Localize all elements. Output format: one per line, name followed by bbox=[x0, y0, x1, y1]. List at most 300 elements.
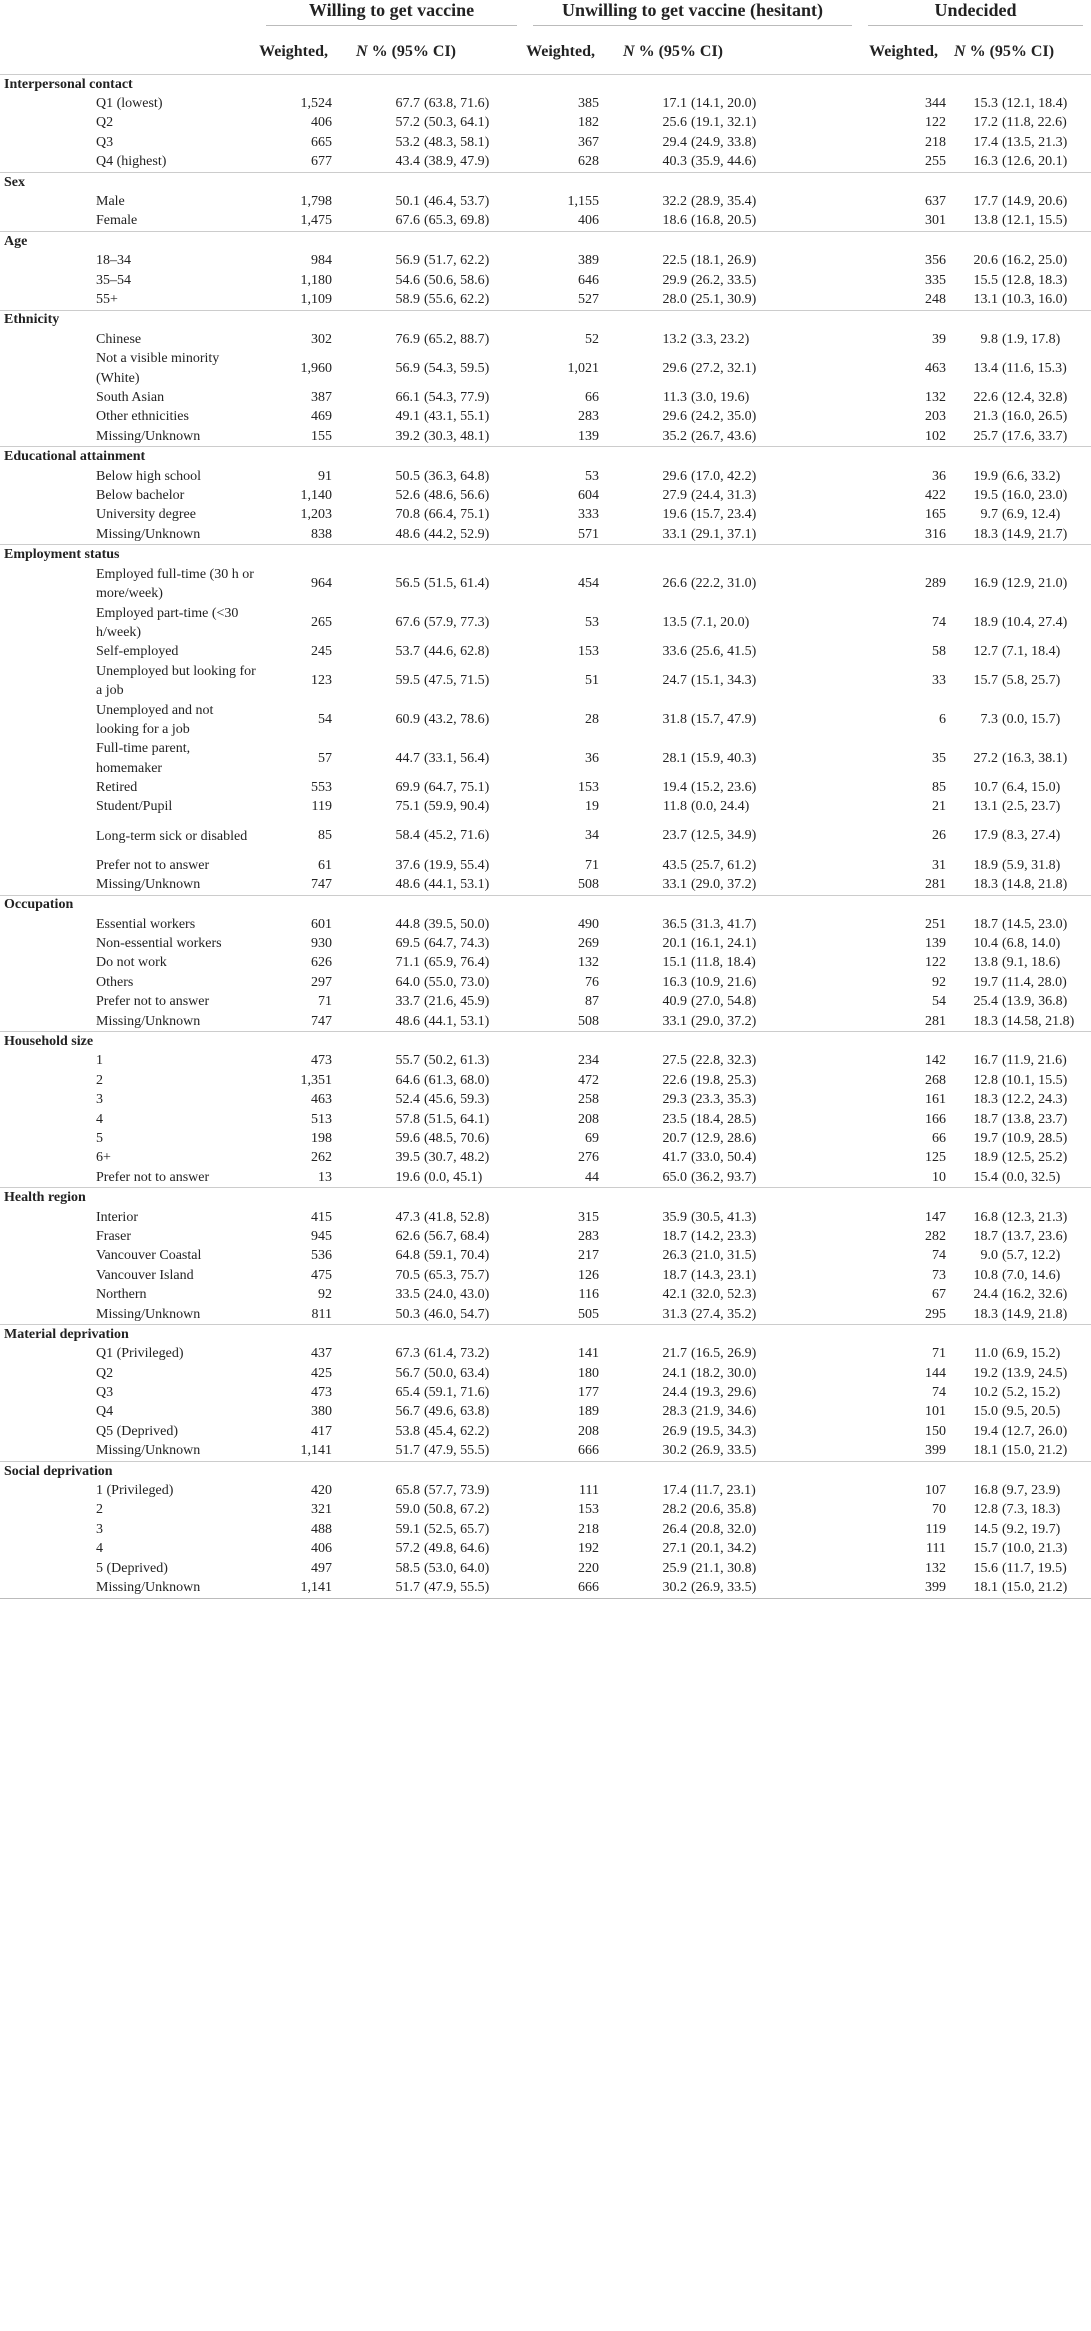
percent-ci-2 bbox=[605, 642, 860, 661]
percent-ci-3 bbox=[948, 1285, 1091, 1304]
table-row bbox=[0, 934, 1091, 953]
weighted-count-3: 255 bbox=[925, 154, 947, 170]
table-row bbox=[0, 604, 1091, 643]
weighted-count-1: 380 bbox=[311, 1404, 332, 1420]
percent-ci-1 bbox=[338, 739, 525, 778]
weighted-count-2: 132 bbox=[578, 955, 599, 971]
weighted-count-2: 234 bbox=[578, 1053, 599, 1069]
row-label: Q1 (lowest) bbox=[96, 96, 163, 112]
confidence-interval-3: (13.9, 24.5) bbox=[1002, 1365, 1068, 1381]
section-header-row bbox=[0, 310, 1091, 330]
confidence-interval-3: (16.0, 26.5) bbox=[1002, 409, 1068, 425]
confidence-interval-1: (47.9, 55.5) bbox=[424, 1579, 490, 1595]
table-row bbox=[0, 662, 1091, 701]
percent-ci-2 bbox=[605, 1208, 860, 1227]
percent-value-1: 48.6 bbox=[395, 876, 420, 892]
weighted-count-1: 964 bbox=[311, 576, 332, 592]
percent-ci-1 bbox=[338, 1110, 525, 1129]
row-label: Q4 (highest) bbox=[96, 154, 167, 170]
row-label: 3 bbox=[96, 1092, 103, 1108]
weighted-count-2: 508 bbox=[578, 876, 599, 892]
confidence-interval-3: (12.7, 26.0) bbox=[1002, 1423, 1068, 1439]
percent-ci-2 bbox=[605, 114, 860, 133]
weighted-count-3: 281 bbox=[925, 876, 947, 892]
row-label: 4 bbox=[96, 1111, 103, 1127]
percent-ci-3 bbox=[948, 954, 1091, 973]
percent-value-3: 12.8 bbox=[973, 1502, 999, 1518]
weighted-count-3: 248 bbox=[925, 291, 947, 307]
percent-value-3: 18.3 bbox=[973, 526, 999, 542]
confidence-interval-2: (24.2, 35.0) bbox=[691, 409, 757, 425]
percent-ci-1 bbox=[338, 565, 525, 604]
confidence-interval-1: (53.0, 64.0) bbox=[424, 1560, 490, 1576]
weighted-count-1: 626 bbox=[311, 955, 332, 971]
header-n-2: N bbox=[623, 43, 635, 60]
percent-ci-1 bbox=[338, 467, 525, 486]
percent-value-2: 26.4 bbox=[662, 1521, 687, 1537]
confidence-interval-2: (17.0, 42.2) bbox=[691, 468, 757, 484]
confidence-interval-1: (59.1, 71.6) bbox=[424, 1385, 490, 1401]
percent-value-1: 53.2 bbox=[395, 134, 420, 150]
weighted-count-3: 67 bbox=[932, 1287, 947, 1303]
percent-value-3: 13.1 bbox=[973, 799, 999, 815]
row-label: Prefer not to answer bbox=[96, 1169, 210, 1185]
percent-ci-1 bbox=[338, 1227, 525, 1246]
confidence-interval-3: (5.9, 31.8) bbox=[1002, 857, 1061, 873]
percent-ci-3 bbox=[948, 1149, 1091, 1168]
percent-value-2: 29.3 bbox=[662, 1092, 687, 1108]
percent-ci-2 bbox=[605, 1129, 860, 1148]
percent-value-1: 66.1 bbox=[395, 389, 420, 405]
confidence-interval-1: (65.9, 76.4) bbox=[424, 955, 490, 971]
row-label: Unemployed but looking for a job bbox=[96, 663, 256, 699]
row-label: 5 (Deprived) bbox=[96, 1560, 168, 1576]
weighted-count-2: 111 bbox=[579, 1483, 599, 1499]
percent-ci-2 bbox=[605, 739, 860, 778]
table-row bbox=[0, 408, 1091, 427]
section-title: Material deprivation bbox=[0, 1325, 1091, 1345]
percent-ci-2 bbox=[605, 1422, 860, 1441]
section-header-row bbox=[0, 75, 1091, 95]
percent-value-1: 58.4 bbox=[395, 828, 420, 844]
percent-value-3: 17.2 bbox=[973, 115, 999, 131]
row-label: Employed part-time (<30 h/week) bbox=[96, 605, 239, 641]
confidence-interval-1: (48.3, 58.1) bbox=[424, 134, 490, 150]
confidence-interval-3: (10.9, 28.5) bbox=[1002, 1130, 1068, 1146]
confidence-interval-2: (15.9, 40.3) bbox=[691, 750, 757, 766]
percent-ci-2 bbox=[605, 212, 860, 232]
weighted-count-1: 155 bbox=[311, 428, 332, 444]
weighted-count-2: 139 bbox=[578, 428, 599, 444]
percent-ci-3 bbox=[948, 349, 1091, 388]
percent-ci-2 bbox=[605, 1364, 860, 1383]
percent-value-3: 16.3 bbox=[973, 154, 999, 170]
percent-value-1: 53.8 bbox=[395, 1423, 420, 1439]
percent-ci-2 bbox=[605, 1442, 860, 1462]
confidence-interval-2: (14.2, 23.3) bbox=[691, 1228, 757, 1244]
weighted-count-1: 417 bbox=[311, 1423, 332, 1439]
percent-value-2: 27.9 bbox=[662, 487, 687, 503]
percent-ci-1 bbox=[338, 1578, 525, 1598]
percent-value-3: 10.8 bbox=[973, 1267, 999, 1283]
percent-ci-1 bbox=[338, 153, 525, 173]
weighted-count-3: 21 bbox=[932, 799, 947, 815]
percent-value-1: 75.1 bbox=[395, 799, 420, 815]
confidence-interval-3: (12.1, 15.5) bbox=[1002, 213, 1068, 229]
weighted-count-3: 125 bbox=[925, 1150, 947, 1166]
percent-ci-2 bbox=[605, 1091, 860, 1110]
weighted-count-1: 553 bbox=[311, 779, 332, 795]
weighted-count-1: 1,141 bbox=[300, 1443, 332, 1459]
table-row bbox=[0, 1345, 1091, 1364]
header-weighted-3 bbox=[860, 30, 948, 75]
percent-ci-3 bbox=[948, 1305, 1091, 1325]
table-row bbox=[0, 1071, 1091, 1090]
percent-value-1: 56.5 bbox=[395, 576, 420, 592]
percent-ci-2 bbox=[605, 817, 860, 856]
percent-value-3: 17.7 bbox=[973, 194, 999, 210]
weighted-count-2: 217 bbox=[578, 1248, 599, 1264]
percent-ci-1 bbox=[338, 1345, 525, 1364]
percent-ci-3 bbox=[948, 427, 1091, 447]
percent-value-3: 9.7 bbox=[980, 507, 999, 523]
weighted-count-1: 536 bbox=[311, 1248, 332, 1264]
percent-ci-3 bbox=[948, 1403, 1091, 1422]
weighted-count-2: 36 bbox=[585, 750, 599, 766]
percent-ci-3 bbox=[948, 973, 1091, 992]
weighted-count-3: 26 bbox=[932, 828, 947, 844]
confidence-interval-2: (30.5, 41.3) bbox=[691, 1209, 757, 1225]
confidence-interval-1: (59.9, 90.4) bbox=[424, 799, 490, 815]
weighted-count-1: 119 bbox=[311, 799, 332, 815]
confidence-interval-3: (9.1, 18.6) bbox=[1002, 955, 1061, 971]
row-label: 3 bbox=[96, 1521, 103, 1537]
confidence-interval-3: (12.5, 25.2) bbox=[1002, 1150, 1068, 1166]
weighted-count-1: 297 bbox=[311, 974, 332, 990]
percent-ci-3 bbox=[948, 856, 1091, 875]
percent-value-1: 56.7 bbox=[395, 1404, 420, 1420]
percent-value-2: 24.1 bbox=[662, 1365, 687, 1381]
percent-ci-1 bbox=[338, 506, 525, 525]
percent-ci-1 bbox=[338, 1012, 525, 1032]
header-group-willing-label: Willing to get vaccine bbox=[266, 0, 517, 26]
weighted-count-3: 74 bbox=[932, 1385, 947, 1401]
row-label: Female bbox=[96, 213, 138, 229]
percent-value-2: 24.4 bbox=[662, 1385, 687, 1401]
percent-value-1: 59.0 bbox=[395, 1502, 420, 1518]
percent-ci-1 bbox=[338, 192, 525, 211]
confidence-interval-2: (7.1, 20.0) bbox=[691, 615, 750, 631]
table-row bbox=[0, 114, 1091, 133]
confidence-interval-2: (27.2, 32.1) bbox=[691, 360, 757, 376]
percent-value-1: 56.9 bbox=[395, 360, 420, 376]
confidence-interval-3: (1.9, 17.8) bbox=[1002, 331, 1061, 347]
percent-value-1: 48.6 bbox=[395, 526, 420, 542]
percent-ci-1 bbox=[338, 114, 525, 133]
percent-ci-2 bbox=[605, 271, 860, 290]
weighted-count-3: 58 bbox=[932, 644, 947, 660]
weighted-count-2: 116 bbox=[578, 1287, 599, 1303]
row-label: Self-employed bbox=[96, 644, 179, 660]
percent-value-1: 50.5 bbox=[395, 468, 420, 484]
weighted-count-2: 180 bbox=[578, 1365, 599, 1381]
percent-value-1: 69.9 bbox=[395, 779, 420, 795]
percent-value-3: 18.9 bbox=[973, 857, 999, 873]
percent-value-2: 30.2 bbox=[662, 1443, 687, 1459]
confidence-interval-2: (10.9, 21.6) bbox=[691, 974, 757, 990]
weighted-count-2: 527 bbox=[578, 291, 599, 307]
weighted-count-2: 28 bbox=[585, 712, 599, 728]
weighted-count-3: 399 bbox=[860, 1578, 948, 1598]
percent-ci-3 bbox=[948, 1364, 1091, 1383]
confidence-interval-2: (19.3, 29.6) bbox=[691, 1385, 757, 1401]
confidence-interval-2: (25.7, 61.2) bbox=[691, 857, 757, 873]
percent-ci-3 bbox=[948, 915, 1091, 934]
percent-ci-1 bbox=[338, 1559, 525, 1578]
percent-value-1: 47.3 bbox=[395, 1209, 420, 1225]
confidence-interval-1: (43.1, 55.1) bbox=[424, 409, 490, 425]
confidence-interval-2: (19.5, 34.3) bbox=[691, 1423, 757, 1439]
weighted-count-1: 406 bbox=[311, 115, 332, 131]
row-label: 5 bbox=[96, 1130, 103, 1146]
percent-value-2: 65.0 bbox=[662, 1169, 687, 1185]
weighted-count-1: 123 bbox=[311, 673, 332, 689]
row-label: 2 bbox=[96, 1072, 103, 1088]
header-group-undecided-label: Undecided bbox=[868, 0, 1083, 26]
weighted-count-2: 1,155 bbox=[567, 194, 599, 210]
row-label: Q1 (Privileged) bbox=[96, 1346, 184, 1362]
percent-value-3: 15.7 bbox=[973, 673, 999, 689]
weighted-count-2: 34 bbox=[585, 828, 599, 844]
percent-ci-1 bbox=[338, 778, 525, 797]
weighted-count-3: 101 bbox=[925, 1404, 947, 1420]
percent-value-2: 28.2 bbox=[662, 1502, 687, 1518]
confidence-interval-3: (6.8, 14.0) bbox=[1002, 936, 1061, 952]
weighted-count-3: 74 bbox=[932, 615, 947, 631]
percent-value-1: 70.5 bbox=[395, 1267, 420, 1283]
confidence-interval-1: (51.5, 61.4) bbox=[424, 576, 490, 592]
weighted-count-1: 463 bbox=[311, 1092, 332, 1108]
section-header-row bbox=[0, 232, 1091, 252]
confidence-interval-3: (13.9, 36.8) bbox=[1002, 994, 1068, 1010]
header-group-undecided bbox=[860, 0, 1091, 30]
percent-value-1: 62.6 bbox=[395, 1228, 420, 1244]
weighted-count-1: 838 bbox=[311, 526, 332, 542]
percent-value-3: 15.5 bbox=[973, 272, 999, 288]
weighted-count-3: 66 bbox=[932, 1130, 947, 1146]
weighted-count-3: 268 bbox=[925, 1072, 947, 1088]
confidence-interval-1: (50.0, 63.4) bbox=[424, 1365, 490, 1381]
weighted-count-3: 356 bbox=[925, 253, 947, 269]
percent-value-2: 33.1 bbox=[662, 526, 687, 542]
confidence-interval-1: (55.6, 62.2) bbox=[424, 291, 490, 307]
header-pct-1-label: % (95% CI) bbox=[371, 43, 456, 60]
table-row bbox=[0, 1559, 1091, 1578]
table-body bbox=[0, 75, 1091, 1599]
percent-value-3: 13.8 bbox=[973, 955, 999, 971]
percent-ci-3 bbox=[948, 1481, 1091, 1500]
percent-value-2: 27.1 bbox=[662, 1541, 687, 1557]
percent-value-3: 19.2 bbox=[973, 1365, 999, 1381]
confidence-interval-2: (26.9, 33.5) bbox=[691, 1579, 757, 1595]
confidence-interval-2: (20.1, 34.2) bbox=[691, 1541, 757, 1557]
percent-value-2: 11.3 bbox=[663, 389, 687, 405]
weighted-count-1: 811 bbox=[311, 1306, 332, 1322]
section-header-row bbox=[0, 545, 1091, 565]
confidence-interval-3: (2.5, 23.7) bbox=[1002, 799, 1061, 815]
confidence-interval-3: (14.9, 21.8) bbox=[1002, 1306, 1068, 1322]
weighted-count-3: 399 bbox=[925, 1443, 947, 1459]
confidence-interval-3: (12.4, 32.8) bbox=[1002, 389, 1068, 405]
percent-value-2: 29.9 bbox=[662, 272, 687, 288]
confidence-interval-1: (50.2, 61.3) bbox=[424, 1053, 490, 1069]
confidence-interval-2: (21.1, 30.8) bbox=[691, 1560, 757, 1576]
percent-ci-1 bbox=[338, 934, 525, 953]
percent-value-3: 18.3 bbox=[973, 1306, 999, 1322]
confidence-interval-2: (33.0, 50.4) bbox=[691, 1150, 757, 1166]
percent-value-1: 56.9 bbox=[395, 253, 420, 269]
percent-ci-3 bbox=[948, 1559, 1091, 1578]
row-label: 1 bbox=[96, 1053, 103, 1069]
confidence-interval-1: (45.6, 59.3) bbox=[424, 1092, 490, 1108]
percent-value-2: 23.5 bbox=[662, 1111, 687, 1127]
header-group-unwilling bbox=[525, 0, 860, 30]
table-row bbox=[0, 153, 1091, 173]
percent-ci-3 bbox=[948, 1520, 1091, 1539]
percent-value-3: 15.6 bbox=[973, 1560, 999, 1576]
percent-ci-3 bbox=[948, 1110, 1091, 1129]
percent-ci-1 bbox=[338, 1149, 525, 1168]
confidence-interval-2: (3.0, 19.6) bbox=[691, 389, 750, 405]
confidence-interval-2: (24.4, 31.3) bbox=[691, 487, 757, 503]
row-label: 4 bbox=[96, 1541, 103, 1557]
weighted-count-1: 387 bbox=[311, 389, 332, 405]
percent-ci-3 bbox=[948, 252, 1091, 271]
weighted-count-2: 220 bbox=[578, 1560, 599, 1576]
percent-value-2: 33.6 bbox=[662, 644, 687, 660]
weighted-count-2: 1,021 bbox=[567, 360, 599, 376]
row-label: South Asian bbox=[96, 389, 165, 405]
percent-ci-1 bbox=[338, 642, 525, 661]
percent-value-1: 52.6 bbox=[395, 487, 420, 503]
percent-value-3: 15.7 bbox=[973, 1541, 999, 1557]
percent-ci-1 bbox=[338, 1364, 525, 1383]
confidence-interval-2: (14.1, 20.0) bbox=[691, 96, 757, 112]
confidence-interval-2: (24.9, 33.8) bbox=[691, 134, 757, 150]
weighted-count-3: 251 bbox=[925, 916, 947, 932]
weighted-count-2: 87 bbox=[585, 994, 599, 1010]
weighted-count-1: 13 bbox=[318, 1169, 332, 1185]
percent-value-2: 29.4 bbox=[662, 134, 687, 150]
row-label: Vancouver Coastal bbox=[96, 1248, 202, 1264]
percent-ci-3 bbox=[948, 271, 1091, 290]
percent-ci-1 bbox=[338, 290, 525, 310]
confidence-interval-2: (20.8, 32.0) bbox=[691, 1521, 757, 1537]
percent-value-1: 57.2 bbox=[395, 1541, 420, 1557]
weighted-count-2: 505 bbox=[578, 1306, 599, 1322]
confidence-interval-2: (16.5, 26.9) bbox=[691, 1346, 757, 1362]
confidence-interval-3: (5.7, 12.2) bbox=[1002, 1248, 1061, 1264]
weighted-count-2: 76 bbox=[585, 974, 599, 990]
row-label: Missing/Unknown bbox=[96, 428, 201, 444]
weighted-count-3: 10 bbox=[932, 1169, 947, 1185]
confidence-interval-3: (7.0, 14.6) bbox=[1002, 1267, 1061, 1283]
row-label: Missing/Unknown bbox=[96, 1306, 201, 1322]
percent-ci-2 bbox=[605, 388, 860, 407]
weighted-count-1: 1,203 bbox=[300, 507, 332, 523]
header-pct-2 bbox=[605, 30, 860, 75]
row-label: Q2 bbox=[96, 115, 114, 131]
weighted-count-3: 139 bbox=[925, 936, 947, 952]
percent-ci-2 bbox=[605, 701, 860, 740]
percent-value-3: 18.9 bbox=[973, 1150, 999, 1166]
percent-value-2: 31.3 bbox=[662, 1306, 687, 1322]
percent-ci-2 bbox=[605, 973, 860, 992]
confidence-interval-1: (41.8, 52.8) bbox=[424, 1209, 490, 1225]
confidence-interval-3: (15.0, 21.2) bbox=[1002, 1443, 1068, 1459]
weighted-count-3: 166 bbox=[925, 1111, 947, 1127]
confidence-interval-2: (35.9, 44.6) bbox=[691, 154, 757, 170]
table-row bbox=[0, 212, 1091, 232]
confidence-interval-2: (22.2, 31.0) bbox=[691, 576, 757, 592]
header-weighted-2-label: Weighted, bbox=[526, 43, 595, 60]
weighted-count-2: 472 bbox=[578, 1072, 599, 1088]
percent-value-2: 16.3 bbox=[662, 974, 687, 990]
table-row bbox=[0, 642, 1091, 661]
percent-ci-1 bbox=[338, 1052, 525, 1071]
percent-ci-3 bbox=[948, 701, 1091, 740]
weighted-count-3: 218 bbox=[925, 134, 947, 150]
row-label: Q5 (Deprived) bbox=[96, 1423, 179, 1439]
percent-ci-1 bbox=[338, 271, 525, 290]
weighted-count-3: 36 bbox=[932, 468, 947, 484]
percent-ci-2 bbox=[605, 1227, 860, 1246]
percent-ci-3 bbox=[948, 798, 1091, 817]
percent-ci-2 bbox=[605, 1247, 860, 1266]
table-row bbox=[0, 349, 1091, 388]
percent-value-3: 16.8 bbox=[973, 1483, 999, 1499]
confidence-interval-3: (10.0, 21.3) bbox=[1002, 1541, 1068, 1557]
confidence-interval-2: (15.1, 34.3) bbox=[691, 673, 757, 689]
confidence-interval-1: (56.7, 68.4) bbox=[424, 1228, 490, 1244]
header-weighted-3-label: Weighted, bbox=[869, 43, 939, 60]
percent-ci-2 bbox=[605, 408, 860, 427]
table-row bbox=[0, 94, 1091, 113]
table-row bbox=[0, 1129, 1091, 1148]
percent-value-2: 18.6 bbox=[662, 213, 687, 229]
table-row bbox=[0, 1364, 1091, 1383]
confidence-interval-2: (25.6, 41.5) bbox=[691, 644, 757, 660]
percent-ci-3 bbox=[948, 1540, 1091, 1559]
weighted-count-3: 282 bbox=[925, 1228, 947, 1244]
weighted-count-2: 283 bbox=[578, 409, 599, 425]
section-title: Ethnicity bbox=[0, 310, 1091, 330]
confidence-interval-2: (36.2, 93.7) bbox=[691, 1169, 757, 1185]
percent-ci-3 bbox=[948, 525, 1091, 545]
percent-value-3: 19.4 bbox=[973, 1423, 999, 1439]
percent-ci-3 bbox=[948, 408, 1091, 427]
confidence-interval-2: (12.5, 34.9) bbox=[691, 828, 757, 844]
percent-value-2: 42.1 bbox=[662, 1287, 687, 1303]
confidence-interval-2: (21.9, 34.6) bbox=[691, 1404, 757, 1420]
percent-value-2: 21.7 bbox=[662, 1346, 687, 1362]
percent-value-1: 54.6 bbox=[395, 272, 420, 288]
percent-value-3: 22.6 bbox=[973, 389, 999, 405]
confidence-interval-2: (19.8, 25.3) bbox=[691, 1072, 757, 1088]
weighted-count-1: 71 bbox=[318, 994, 332, 1010]
weighted-count-2: 258 bbox=[578, 1092, 599, 1108]
row-label: Prefer not to answer bbox=[96, 994, 210, 1010]
